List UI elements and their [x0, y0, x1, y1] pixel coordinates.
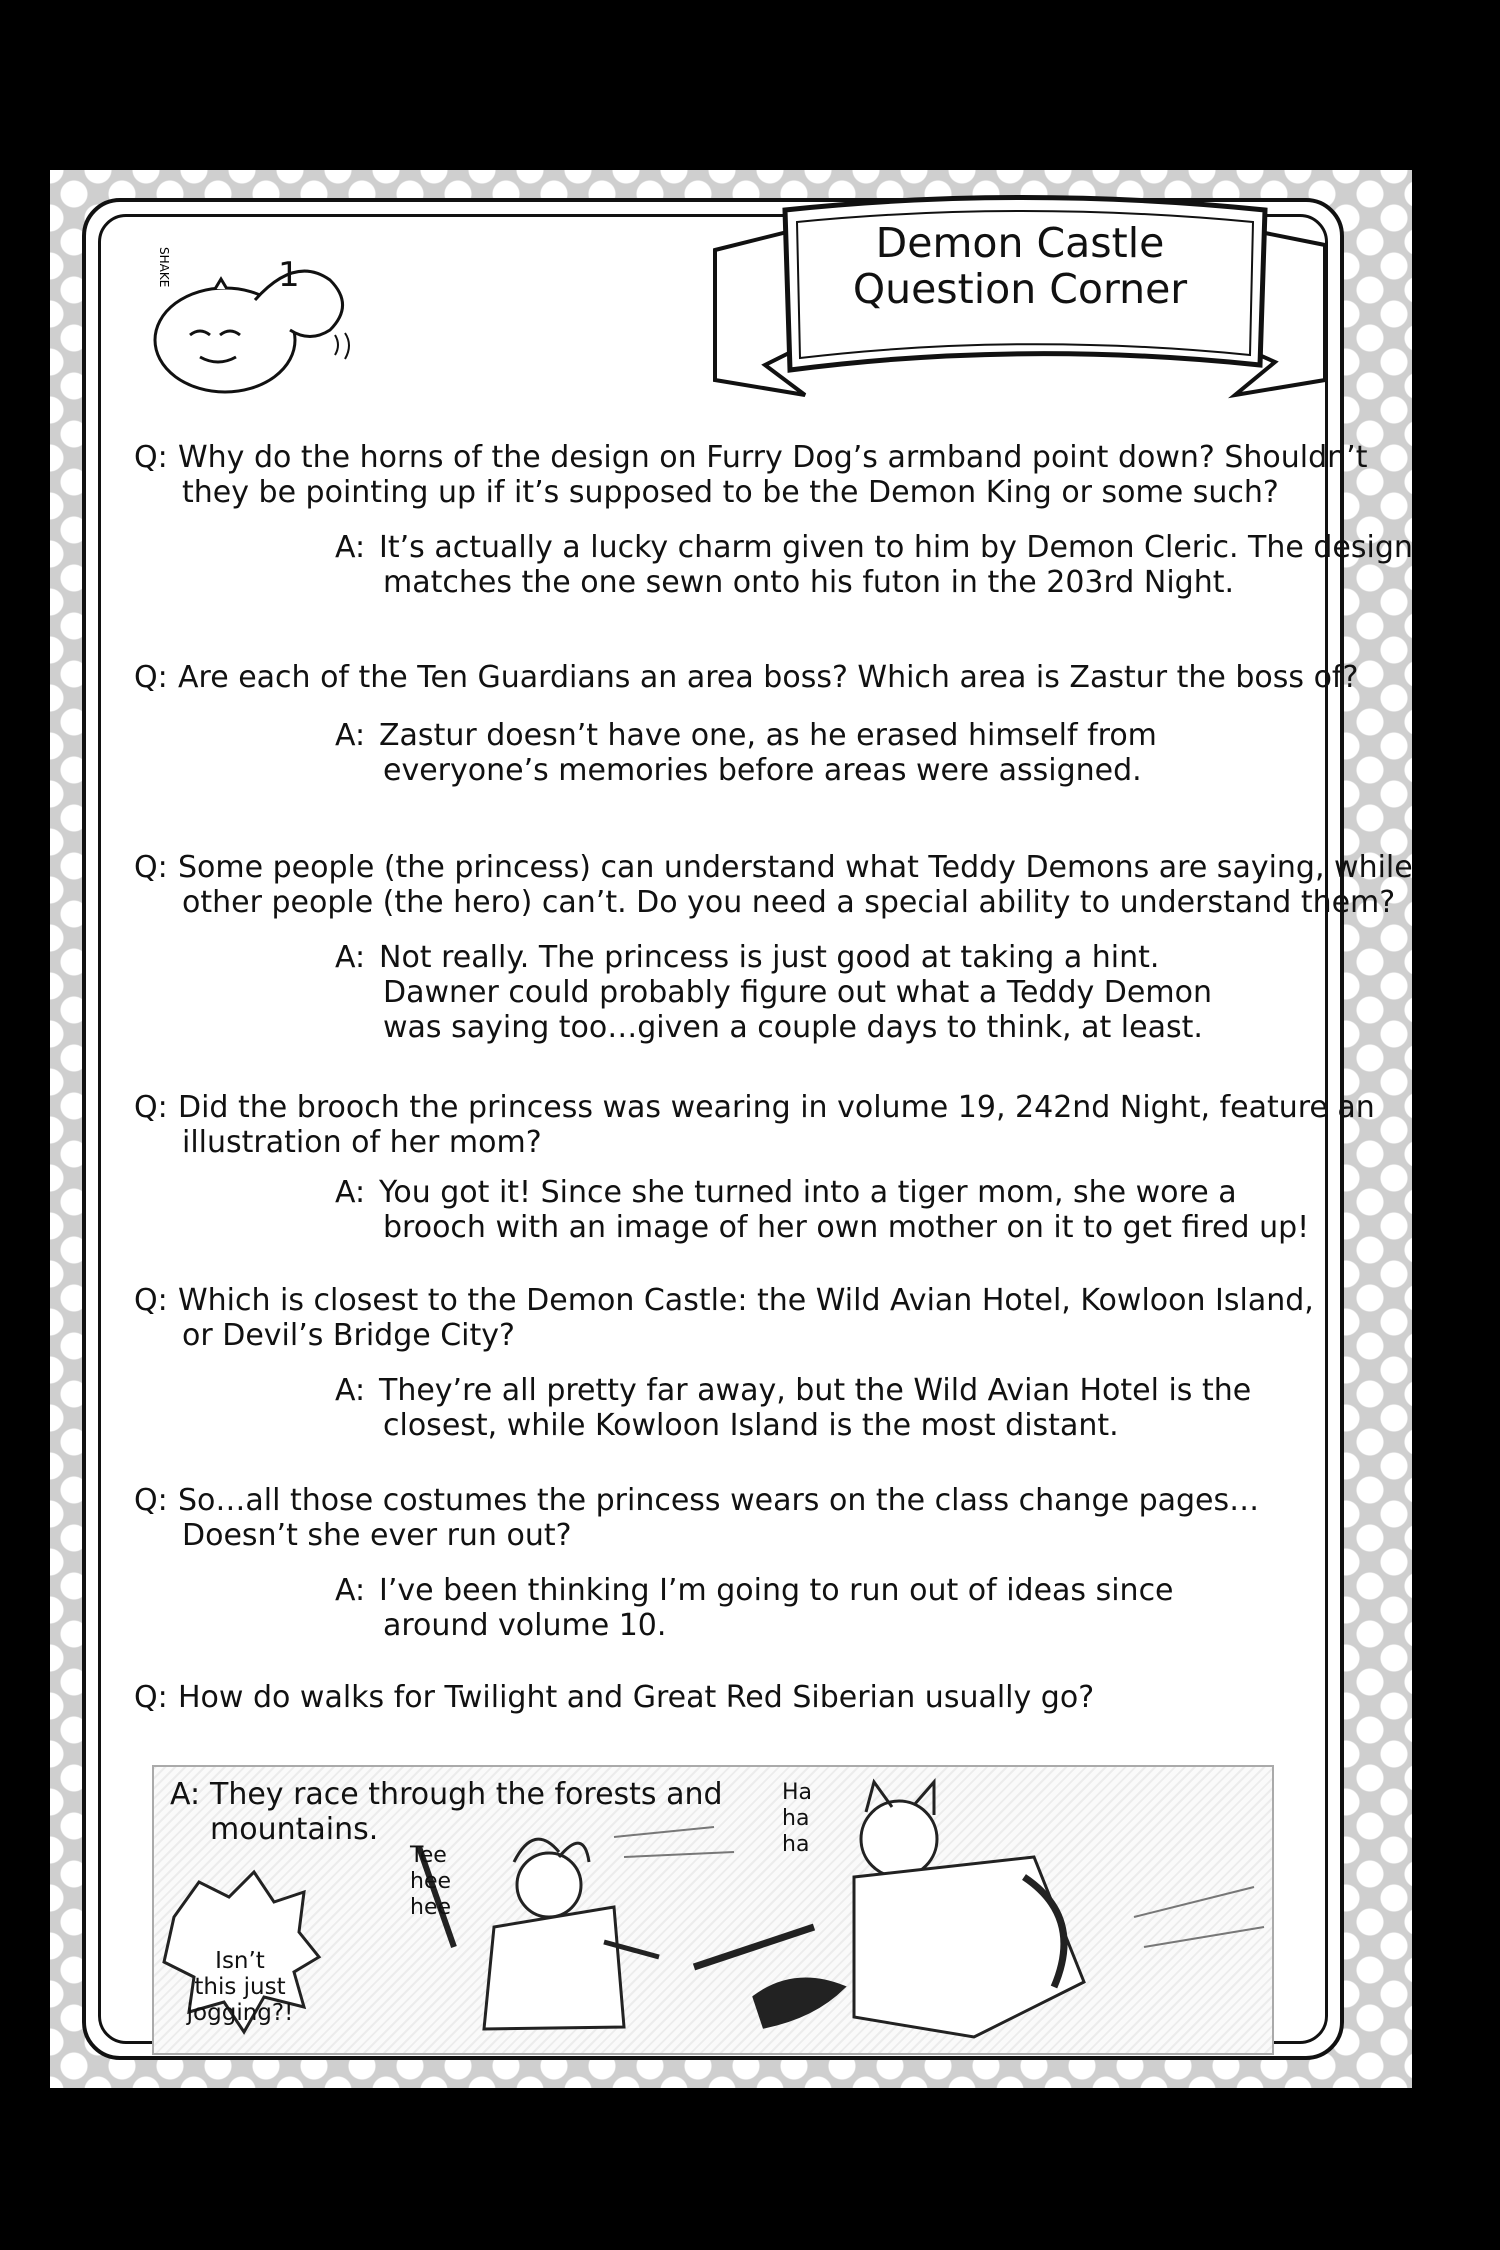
page-title	[810, 220, 1230, 312]
answer-1: A: It’s actually a lucky charm given to him by Demon Cleric. The design matches the one sewn onto his futon in the 203rd Night.	[335, 530, 1413, 600]
q-label: Q:	[134, 440, 168, 475]
answer-4: A: You got it! Since she turned into a tiger mom, she wore a brooch with an image of her own mother on it to get fired up!	[335, 1175, 1310, 1245]
question-2: Q: Are each of the Ten Guardians an area boss? Which area is Zastur the boss of?	[134, 660, 1359, 695]
title-line-2: Question Corner	[852, 265, 1188, 313]
sfx-ha-ha: Ha ha ha	[782, 1780, 813, 1857]
sfx-tee-hee: Tee hee hee	[410, 1843, 452, 1920]
question-6: Q: So…all those costumes the princess wears on the class change pages… Doesn’t she ever run out?	[134, 1483, 1260, 1553]
illustration-answer: A: They race through the forests and mountains.	[170, 1777, 723, 1847]
answer-6: A: I’ve been thinking I’m going to run out of ideas since around volume 10.	[335, 1573, 1174, 1643]
speech-bubble-jogging: Isn’t this just jogging?!	[186, 1948, 294, 2026]
answer-5: A: They’re all pretty far away, but the Wild Avian Hotel is the closest, while Kowloon Island is the most distant.	[335, 1373, 1252, 1443]
mascot-sfx: SHAKE	[157, 247, 171, 288]
mascot-doodle	[140, 225, 380, 405]
answer-3: A: Not really. The princess is just good at taking a hint. Dawner could probably figure out what a Teddy Demon was saying too…given a couple days to think, at least.	[335, 940, 1212, 1045]
question-7: Q: How do walks for Twilight and Great Red Siberian usually go?	[134, 1680, 1095, 1715]
a-label: A:	[335, 530, 366, 565]
question-3: Q: Some people (the princess) can understand what Teddy Demons are saying, while other people (the hero) can’t. Do you need a special ability to understand them?	[134, 850, 1413, 920]
answer-2: A: Zastur doesn’t have one, as he erased himself from everyone’s memories before areas were assigned.	[335, 718, 1157, 788]
question-1: Q: Why do the horns of the design on Furry Dog’s armband point down? Shouldn’t they be pointing up if it’s supposed to be the Demon King or some such?	[134, 440, 1368, 510]
question-5: Q: Which is closest to the Demon Castle: the Wild Avian Hotel, Kowloon Island, or Devil’s Bridge City?	[134, 1283, 1314, 1353]
title-line-1: Demon Castle	[875, 219, 1165, 267]
question-4: Q: Did the brooch the princess was wearing in volume 19, 242nd Night, feature an illustration of her mom?	[134, 1090, 1375, 1160]
mascot-number-badge: 1	[278, 255, 300, 295]
